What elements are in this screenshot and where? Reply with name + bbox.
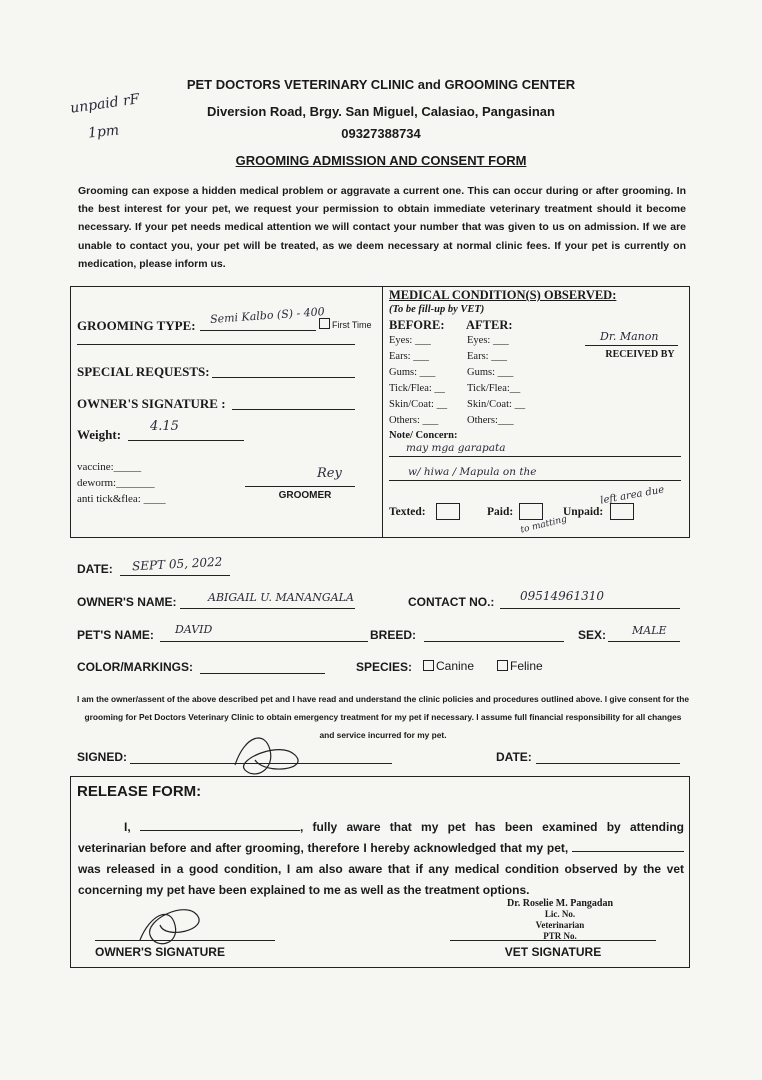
canine-option[interactable] bbox=[423, 659, 474, 673]
feline-option[interactable] bbox=[497, 659, 543, 673]
stamp-ptr: PTR No. bbox=[543, 931, 577, 941]
after-label: AFTER: bbox=[466, 318, 513, 332]
handwritten-note-time: 1pm bbox=[87, 122, 120, 142]
canine-label: Canine bbox=[436, 659, 475, 673]
check-row-ears-after: Ears: ___ bbox=[467, 351, 507, 362]
date2-label: DATE: bbox=[496, 750, 532, 764]
stamp-role: Veterinarian bbox=[535, 920, 585, 930]
check-row-others-after: Others:___ bbox=[467, 415, 514, 426]
check-row-gums: Gums: ___ bbox=[389, 367, 436, 378]
sex-label: SEX: bbox=[578, 628, 607, 642]
owners-signature-label: OWNER'S SIGNATURE : bbox=[77, 396, 226, 411]
release-title: RELEASE FORM: bbox=[77, 783, 202, 800]
check-row-eyes-after: Eyes: ___ bbox=[467, 335, 509, 346]
form-title: GROOMING ADMISSION AND CONSENT FORM bbox=[235, 153, 527, 168]
date-value[interactable]: SEPT 05, 2022 bbox=[131, 554, 223, 574]
clinic-phone: 09327388734 bbox=[341, 126, 421, 141]
release-text-b: was released in a good condition, I am also aware that if any medical condition observed by the vet concerning my pet have been explained to me as well as the treatment options. bbox=[78, 862, 684, 897]
note-text-1[interactable]: may mga garapata bbox=[406, 442, 506, 454]
received-by-line bbox=[585, 345, 678, 346]
note-text-2[interactable]: w/ hiwa / Mapula on the bbox=[408, 466, 537, 478]
color-label: COLOR/MARKINGS: bbox=[77, 660, 193, 674]
unpaid-box[interactable] bbox=[610, 503, 634, 520]
date-label: DATE: bbox=[77, 562, 113, 576]
pet-name-value[interactable]: DAVID bbox=[175, 623, 213, 636]
first-time-label: First Time bbox=[332, 320, 372, 330]
texted-label: Texted: bbox=[389, 506, 426, 518]
check-row-skin: Skin/Coat: __ bbox=[389, 399, 448, 410]
clinic-address: Diversion Road, Brgy. San Miguel, Calasiao, Pangasinan bbox=[207, 104, 555, 119]
clinic-name: PET DOCTORS VETERINARY CLINIC and GROOMING CENTER bbox=[186, 77, 576, 92]
first-time-checkbox[interactable] bbox=[319, 318, 372, 330]
release-name-blank[interactable] bbox=[140, 830, 300, 831]
special-requests-line bbox=[212, 377, 355, 378]
intro-paragraph: Grooming can expose a hidden medical problem or aggravate a current one. This can occur during or after grooming. In the best interest for your pet, we request your permission to obtain immediate veterinary treatment should it become necessary. If your pet needs medical attention we will contact your number that was given to us on admission. If we are unable to contact you, your pet will be treated, as we deem necessary at normal clinic fees. If your pet is currently on medication, please inform us. bbox=[78, 185, 686, 270]
check-row-skin-after: Skin/Coat: __ bbox=[467, 399, 526, 410]
received-by-label: RECEIVED BY bbox=[605, 349, 675, 360]
pet-name-line bbox=[160, 641, 368, 642]
grooming-type-value[interactable]: Semi Kalbo (S) - 400 bbox=[209, 305, 326, 326]
note-text-3[interactable]: left area due bbox=[599, 484, 666, 507]
special-requests-label: SPECIAL REQUESTS: bbox=[77, 364, 210, 379]
deworm-label: deworm:_______ bbox=[77, 477, 155, 489]
vet-stamp bbox=[470, 898, 650, 942]
grooming-type-line bbox=[200, 330, 316, 331]
species-label: SPECIES: bbox=[356, 660, 413, 674]
consent-paragraph: I am the owner/assent of the above described pet and I have read and understand the clinic policies and procedures outlined above. I give consent for the grooming for Pet Doctors Veterinary Clinic to obtain emergency treatment for my pet if necessary. I assume full financial responsibility for all changes and service incurred for my pet. bbox=[77, 694, 689, 740]
feline-label: Feline bbox=[510, 659, 543, 673]
groomer-line bbox=[245, 486, 355, 487]
vet-signature-line bbox=[450, 940, 656, 941]
unpaid-label: Unpaid: bbox=[563, 506, 604, 518]
breed-line bbox=[424, 641, 564, 642]
contact-label: CONTACT NO.: bbox=[408, 595, 495, 609]
check-row-others: Others: ___ bbox=[389, 415, 439, 426]
color-line bbox=[200, 673, 325, 674]
owner-name-value[interactable]: ABIGAIL U. MANANGALA bbox=[208, 591, 354, 604]
medical-subtitle: (To be fill-up by VET) bbox=[389, 304, 485, 315]
pet-name-label: PET'S NAME: bbox=[77, 628, 154, 642]
sex-line bbox=[608, 641, 680, 642]
release-text-a: fully aware that my pet has been examined by attending veterinarian before and after grooming, therefore I hereby acknowledged that my pet, bbox=[78, 820, 684, 855]
date-line bbox=[120, 575, 230, 576]
groomer-name[interactable]: Rey bbox=[317, 466, 342, 481]
contact-value[interactable]: 09514961310 bbox=[520, 589, 604, 603]
sex-value[interactable]: MALE bbox=[632, 624, 667, 637]
stamp-lic: Lic. No. bbox=[544, 909, 576, 919]
before-label: BEFORE: bbox=[389, 318, 445, 332]
paid-label: Paid: bbox=[487, 506, 514, 518]
date2-line bbox=[536, 763, 680, 764]
owner-signature-label-release: OWNER'S SIGNATURE bbox=[95, 945, 225, 959]
note-concern-label: Note/ Concern: bbox=[389, 430, 458, 441]
owner-signature-line-release bbox=[95, 940, 275, 941]
release-i: I, bbox=[124, 820, 131, 834]
weight-label: Weight: bbox=[77, 427, 122, 442]
check-row-tick: Tick/Flea: __ bbox=[389, 383, 445, 394]
vet-signature-label: VET SIGNATURE bbox=[504, 945, 602, 959]
owner-name-label: OWNER'S NAME: bbox=[77, 595, 177, 609]
signed-label: SIGNED: bbox=[77, 750, 128, 764]
anti-tick-label: anti tick&flea: ____ bbox=[77, 493, 166, 505]
weight-value[interactable]: 4.15 bbox=[150, 419, 179, 434]
stamp-name: Dr. Roselie M. Pangadan bbox=[506, 898, 614, 909]
owners-signature-line bbox=[232, 409, 355, 410]
breed-label: BREED: bbox=[370, 628, 417, 642]
release-pet-blank[interactable] bbox=[572, 851, 684, 852]
owner-name-line bbox=[180, 608, 355, 609]
vaccine-label: vaccine:_____ bbox=[77, 461, 142, 473]
check-row-gums-after: Gums: ___ bbox=[467, 367, 514, 378]
weight-line bbox=[128, 440, 244, 441]
note-text-4[interactable]: to matting bbox=[519, 514, 568, 536]
note-line-1 bbox=[389, 456, 681, 457]
note-line-2 bbox=[389, 480, 681, 481]
vet-received-name[interactable]: Dr. Manon bbox=[600, 330, 659, 343]
handwritten-note-unpaid: unpaid rF bbox=[69, 91, 141, 117]
contact-line bbox=[500, 608, 680, 609]
check-row-eyes: Eyes: ___ bbox=[389, 335, 431, 346]
texted-box[interactable] bbox=[436, 503, 460, 520]
release-paragraph: I, , fully aware that my pet has been examined by attending veterinarian before and after grooming, therefore I hereby acknowledged that my pet, was released in a good condition, I am also aware that if any medical condition observed by the vet concerning my pet have been explained to me as well as the treatment options. bbox=[78, 820, 684, 897]
paid-box[interactable] bbox=[519, 503, 543, 520]
groomer-label: GROOMER bbox=[278, 490, 332, 501]
check-row-tick-after: Tick/Flea:__ bbox=[467, 383, 521, 394]
grooming-type-line-2 bbox=[77, 344, 355, 345]
check-row-ears: Ears: ___ bbox=[389, 351, 429, 362]
grooming-type-label: GROOMING TYPE: bbox=[77, 318, 196, 333]
medical-title: MEDICAL CONDITION(S) OBSERVED: bbox=[389, 288, 617, 302]
box-divider bbox=[382, 286, 383, 538]
